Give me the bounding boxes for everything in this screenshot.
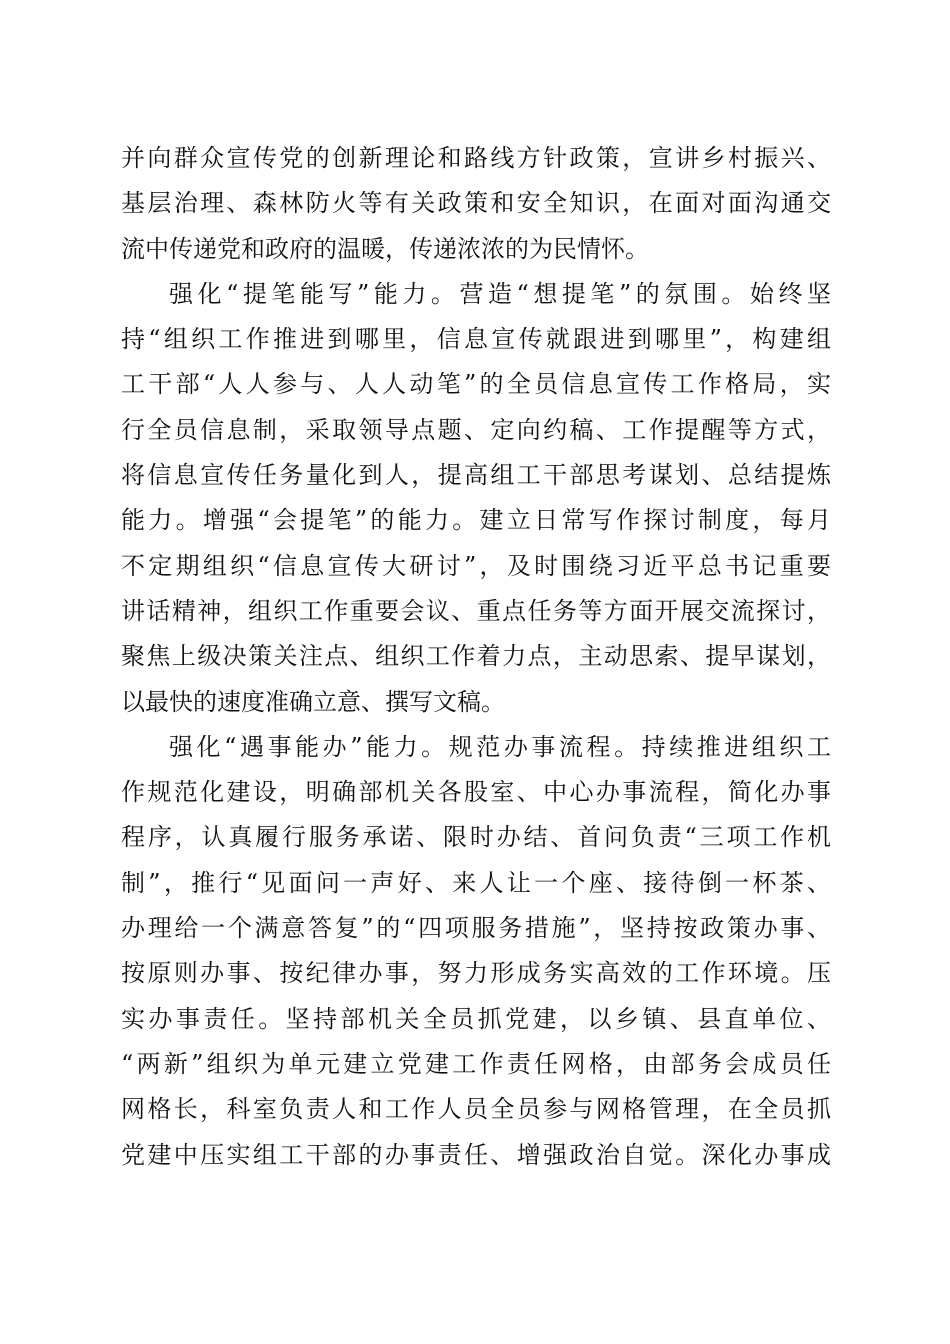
text-line: 以最快的速度准确立意、撰写文稿。 xyxy=(121,687,505,716)
text-line: 聚焦上级决策关注点、组织工作着力点，主动思索、提早谋划， xyxy=(121,642,831,671)
text-line: 基层治理、森林防火等有关政策和安全知识，在面对面沟通交 xyxy=(121,189,831,218)
text-line: 强化“提笔能写”能力。营造“想提笔”的氛围。始终坚 xyxy=(169,279,831,308)
text-line: 党建中压实组工干部的办事责任、增强政治自觉。深化办事成 xyxy=(121,1140,831,1169)
text-line: 网格长，科室负责人和工作人员全员参与网格管理，在全员抓 xyxy=(121,1095,831,1124)
text-line: 按原则办事、按纪律办事，努力形成务实高效的工作环境。压 xyxy=(121,959,831,988)
text-line: 行全员信息制，采取领导点题、定向约稿、工作提醒等方式， xyxy=(121,415,831,444)
text-line: 持“组织工作推进到哪里，信息宣传就跟进到哪里”，构建组 xyxy=(121,325,831,354)
text-line: 制”，推行“见面问一声好、来人让一个座、接待倒一杯茶、 xyxy=(121,868,831,897)
text-line: 工干部“人人参与、人人动笔”的全员信息宣传工作格局，实 xyxy=(121,370,831,399)
text-line: 并向群众宣传党的创新理论和路线方针政策，宣讲乡村振兴、 xyxy=(121,144,831,172)
text-line: 能力。增强“会提笔”的能力。建立日常写作探讨制度，每月 xyxy=(121,506,831,535)
text-line: 强化“遇事能办”能力。规范办事流程。持续推进组织工 xyxy=(169,732,831,761)
text-line: 作规范化建设，明确部机关各股室、中心办事流程，简化办事 xyxy=(121,778,831,807)
text-line: 实办事责任。坚持部机关全员抓党建，以乡镇、县直单位、 xyxy=(121,1004,831,1033)
text-line: 将信息宣传任务量化到人，提高组工干部思考谋划、总结提炼 xyxy=(121,461,831,490)
text-line: 讲话精神，组织工作重要会议、重点任务等方面开展交流探讨， xyxy=(121,596,831,625)
text-line: 不定期组织“信息宣传大研讨”，及时围绕习近平总书记重要 xyxy=(121,551,831,580)
body-text xyxy=(121,136,831,1178)
text-line: 流中传递党和政府的温暖，传递浓浓的为民情怀。 xyxy=(121,234,649,263)
text-line: 办理给一个满意答复”的“四项服务措施”，坚持按政策办事、 xyxy=(121,914,831,943)
text-line: 程序，认真履行服务承诺、限时办结、首问负责“三项工作机 xyxy=(121,823,831,852)
text-line: “两新”组织为单元建立党建工作责任网格，由部务会成员任 xyxy=(121,1049,831,1078)
